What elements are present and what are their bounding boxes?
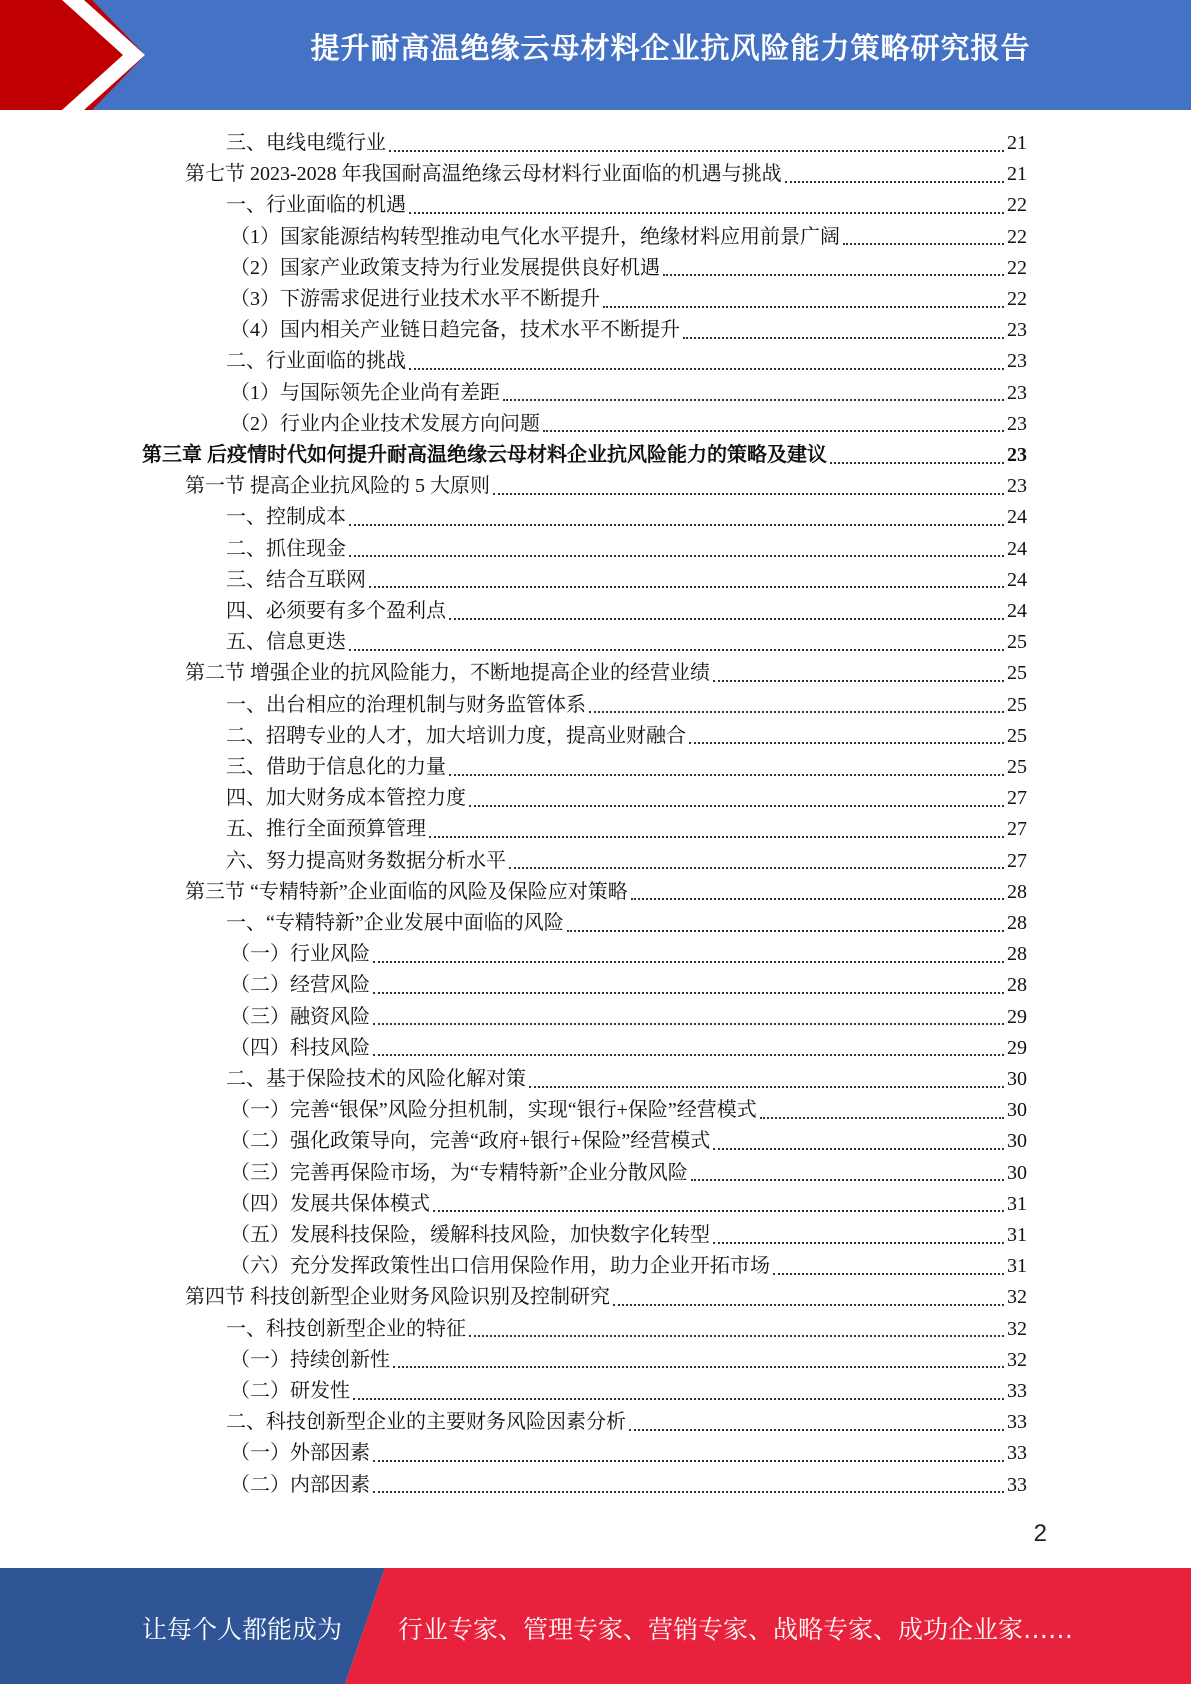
toc-entry[interactable] xyxy=(185,658,1027,689)
toc-entry-page: 23 xyxy=(1007,381,1027,404)
toc-dot-leader xyxy=(369,586,1004,588)
toc-entry-title: 三、借助于信息化的力量 xyxy=(226,756,446,778)
toc-entry-title: 一、控制成本 xyxy=(226,506,346,529)
toc-dot-leader xyxy=(349,555,1004,557)
toc-entry-page: 33 xyxy=(1007,1473,1027,1496)
toc-entry-title: 三、电线电缆行业 xyxy=(226,132,386,154)
toc-dot-leader xyxy=(773,1273,1004,1275)
toc-dot-leader xyxy=(349,524,1004,526)
toc-dot-leader xyxy=(713,1242,1004,1244)
toc-dot-leader xyxy=(785,181,1004,183)
toc-entry-title: （一）完善“银保”风险分担机制，实现“银行+保险”经营模式 xyxy=(230,1099,757,1122)
toc-dot-leader xyxy=(760,1117,1004,1119)
toc-entry-title: 一、科技创新型企业的特征 xyxy=(226,1317,466,1340)
toc-entry[interactable] xyxy=(230,970,1027,1001)
toc-entry[interactable] xyxy=(230,1470,1027,1501)
toc-entry-title: （六）充分发挥政策性出口信用保险作用，助力企业开拓市场 xyxy=(230,1255,770,1278)
toc-dot-leader xyxy=(493,493,1004,495)
toc-dot-leader xyxy=(631,898,1004,900)
toc-entry[interactable] xyxy=(230,939,1027,970)
toc-dot-leader xyxy=(567,930,1004,932)
toc-dot-leader xyxy=(613,1304,1004,1306)
header-arrow-decoration xyxy=(0,0,160,110)
toc-entry-page: 22 xyxy=(1007,256,1027,279)
toc-dot-leader xyxy=(349,649,1004,651)
toc-entry-page: 21 xyxy=(1007,163,1027,186)
toc-entry-page: 28 xyxy=(1007,974,1027,997)
toc-entry-title: （一）行业风险 xyxy=(230,943,370,966)
toc-entry[interactable] xyxy=(185,471,1027,502)
toc-dot-leader xyxy=(449,618,1004,620)
toc-entry-page: 25 xyxy=(1007,631,1027,654)
toc-entry[interactable] xyxy=(226,752,1027,783)
toc-entry-title: （五）发展科技保险，缓解科技风险，加快数字化转型 xyxy=(230,1224,710,1246)
toc-dot-leader xyxy=(373,1023,1004,1025)
toc-entry[interactable] xyxy=(230,409,1027,440)
toc-entry-title: 第七节 2023-2028 年我国耐高温绝缘云母材料行业面临的机遇与挑战 xyxy=(185,163,782,186)
toc-dot-leader xyxy=(373,1491,1004,1493)
toc-dot-leader xyxy=(373,961,1004,963)
toc-dot-leader xyxy=(689,742,1004,744)
toc-entry-page: 21 xyxy=(1007,132,1027,154)
toc-entry[interactable] xyxy=(230,1189,1027,1220)
toc-dot-leader xyxy=(409,212,1004,214)
toc-dot-leader xyxy=(830,462,1004,464)
toc-entry-page: 29 xyxy=(1007,1005,1027,1028)
toc-entry[interactable] xyxy=(230,1438,1027,1469)
toc-entry[interactable] xyxy=(230,1158,1027,1189)
toc-dot-leader xyxy=(509,867,1004,869)
toc-entry-page: 30 xyxy=(1007,1130,1027,1153)
toc-dot-leader xyxy=(713,1148,1004,1150)
toc-entry-title: 二、科技创新型企业的主要财务风险因素分析 xyxy=(226,1411,626,1434)
toc-entry-title: （4）国内相关产业链日趋完备，技术水平不断提升 xyxy=(230,319,680,342)
toc-entry-title: （2）行业内企业技术发展方向问题 xyxy=(230,412,540,435)
toc-entry[interactable] xyxy=(226,346,1027,377)
toc-entry-page: 28 xyxy=(1007,912,1027,934)
toc-entry-title: 四、必须要有多个盈利点 xyxy=(226,600,446,622)
toc-entry-page: 33 xyxy=(1007,1411,1027,1434)
toc-dot-leader xyxy=(433,1210,1004,1212)
toc-entry-page: 24 xyxy=(1007,506,1027,529)
toc-entry[interactable] xyxy=(230,1002,1027,1033)
toc-entry[interactable] xyxy=(230,1251,1027,1282)
toc-entry-title: 二、行业面临的挑战 xyxy=(226,350,406,373)
toc-entry-title: 第三节 “专精特新”企业面临的风险及保险应对策略 xyxy=(185,880,628,903)
toc-entry[interactable] xyxy=(142,440,1027,471)
toc-entry-page: 32 xyxy=(1007,1348,1027,1371)
toc-entry-title: 一、“专精特新”企业发展中面临的风险 xyxy=(226,912,564,934)
toc-entry-page: 30 xyxy=(1007,1099,1027,1122)
toc-entry-page: 22 xyxy=(1007,288,1027,310)
toc-entry[interactable] xyxy=(226,596,1027,627)
toc-dot-leader xyxy=(469,1335,1004,1337)
toc-dot-leader xyxy=(449,774,1004,776)
toc-dot-leader xyxy=(429,836,1004,838)
toc-entry[interactable] xyxy=(226,565,1027,596)
toc-entry-title: 第三章 后疫情时代如何提升耐高温绝缘云母材料企业抗风险能力的策略及建议 xyxy=(142,444,827,466)
toc-entry[interactable] xyxy=(185,877,1027,908)
toc-dot-leader xyxy=(469,805,1004,807)
toc-entry-page: 25 xyxy=(1007,756,1027,778)
toc-entry-title: （1）与国际领先企业尚有差距 xyxy=(230,381,500,404)
toc-dot-leader xyxy=(503,399,1004,401)
toc-entry-page: 30 xyxy=(1007,1068,1027,1090)
toc-entry-page: 33 xyxy=(1007,1442,1027,1465)
toc-entry-title: 四、加大财务成本管控力度 xyxy=(226,787,466,810)
toc-entry-title: 五、推行全面预算管理 xyxy=(226,818,426,841)
toc-entry[interactable] xyxy=(226,721,1027,752)
toc-entry-page: 30 xyxy=(1007,1161,1027,1184)
toc-entry-page: 23 xyxy=(1007,412,1027,435)
toc-entry-page: 31 xyxy=(1007,1192,1027,1215)
page-header xyxy=(0,0,1191,110)
toc-entry[interactable] xyxy=(185,159,1027,190)
toc-entry-title: 二、基于保险技术的风险化解对策 xyxy=(226,1068,526,1090)
toc-entry-title: （二）研发性 xyxy=(230,1380,350,1402)
toc-entry-title: 一、出台相应的治理机制与财务监管体系 xyxy=(226,693,586,716)
toc-entry[interactable] xyxy=(226,908,1027,939)
toc-entry[interactable] xyxy=(226,128,1027,159)
toc-entry[interactable] xyxy=(230,378,1027,409)
toc-dot-leader xyxy=(373,1460,1004,1462)
toc-entry[interactable] xyxy=(226,1064,1027,1095)
page-footer xyxy=(0,1568,1191,1684)
toc-entry-title: （三）完善再保险市场，为“专精特新”企业分散风险 xyxy=(230,1161,688,1184)
toc-entry-title: （一）外部因素 xyxy=(230,1442,370,1465)
toc-entry[interactable] xyxy=(230,1033,1027,1064)
toc-entry[interactable] xyxy=(230,1220,1027,1251)
toc-dot-leader xyxy=(529,1086,1004,1088)
toc-dot-leader xyxy=(373,1054,1004,1056)
toc-entry[interactable] xyxy=(230,1345,1027,1376)
toc-entry-page: 23 xyxy=(1007,444,1027,466)
toc-entry[interactable] xyxy=(226,690,1027,721)
toc-dot-leader xyxy=(409,368,1004,370)
toc-entry[interactable] xyxy=(226,534,1027,565)
toc-entry-page: 25 xyxy=(1007,724,1027,747)
toc-entry[interactable] xyxy=(230,1095,1027,1126)
report-title: 提升耐高温绝缘云母材料企业抗风险能力策略研究报告 xyxy=(310,31,1031,65)
toc-dot-leader xyxy=(589,711,1004,713)
toc-entry[interactable] xyxy=(230,284,1027,315)
toc-entry-title: （二）强化政策导向，完善“政府+银行+保险”经营模式 xyxy=(230,1130,711,1153)
toc-entry-title: （二）经营风险 xyxy=(230,974,370,997)
toc-entry-page: 27 xyxy=(1007,818,1027,841)
toc-entry-title: （四）发展共保体模式 xyxy=(230,1192,430,1215)
toc-entry-page: 31 xyxy=(1007,1255,1027,1278)
toc-entry-title: 六、努力提高财务数据分析水平 xyxy=(226,849,506,872)
toc-dot-leader xyxy=(389,150,1004,152)
toc-entry[interactable] xyxy=(230,315,1027,346)
toc-entry-title: 三、结合互联网 xyxy=(226,568,366,591)
toc-dot-leader xyxy=(683,337,1004,339)
toc-entry[interactable] xyxy=(226,502,1027,533)
toc-entry[interactable] xyxy=(226,1314,1027,1345)
toc-entry-page: 24 xyxy=(1007,600,1027,622)
toc-entry[interactable] xyxy=(226,190,1027,221)
toc-entry-title: 一、行业面临的机遇 xyxy=(226,194,406,217)
toc-entry-title: 第二节 增强企业的抗风险能力，不断地提高企业的经营业绩 xyxy=(185,662,710,685)
toc-entry-page: 24 xyxy=(1007,537,1027,560)
toc-entry[interactable] xyxy=(230,222,1027,253)
footer-slogan-left: 让每个人都能成为 xyxy=(142,1615,343,1644)
toc-entry[interactable] xyxy=(226,627,1027,658)
toc-entry-title: 二、招聘专业的人才，加大培训力度，提高业财融合 xyxy=(226,724,686,747)
toc-entry-page: 28 xyxy=(1007,943,1027,966)
toc-entry-page: 27 xyxy=(1007,787,1027,810)
toc-entry-title: 二、抓住现金 xyxy=(226,537,346,560)
toc-entry[interactable] xyxy=(230,1376,1027,1407)
toc-entry-page: 27 xyxy=(1007,849,1027,872)
toc-dot-leader xyxy=(373,992,1004,994)
footer-slogan-right: 行业专家、管理专家、营销专家、战略专家、成功企业家…… xyxy=(398,1615,1074,1644)
toc-dot-leader xyxy=(603,306,1004,308)
toc-entry[interactable] xyxy=(230,1126,1027,1157)
toc-entry-page: 32 xyxy=(1007,1286,1027,1309)
toc-entry[interactable] xyxy=(226,846,1027,877)
page-number: 2 xyxy=(1033,1520,1047,1547)
toc-entry-page: 22 xyxy=(1007,194,1027,217)
toc-entry-page: 28 xyxy=(1007,880,1027,903)
toc-dot-leader xyxy=(691,1179,1004,1181)
toc-dot-leader xyxy=(393,1366,1004,1368)
toc-entry-title: 第一节 提高企业抗风险的 5 大原则 xyxy=(185,475,490,498)
toc-entry[interactable] xyxy=(226,1407,1027,1438)
toc-entry-title: （1）国家能源结构转型推动电气化水平提升，绝缘材料应用前景广阔 xyxy=(230,225,840,248)
toc-entry-page: 23 xyxy=(1007,475,1027,498)
toc-entry-page: 25 xyxy=(1007,693,1027,716)
toc-entry[interactable] xyxy=(226,783,1027,814)
toc-entry[interactable] xyxy=(226,814,1027,845)
toc-entry-page: 23 xyxy=(1007,319,1027,342)
toc-entry-title: （3）下游需求促进行业技术水平不断提升 xyxy=(230,288,600,310)
toc-entry-page: 24 xyxy=(1007,568,1027,591)
toc-entry-title: （三）融资风险 xyxy=(230,1005,370,1028)
toc-entry[interactable] xyxy=(230,253,1027,284)
toc-entry-page: 31 xyxy=(1007,1224,1027,1246)
toc-entry-page: 29 xyxy=(1007,1036,1027,1059)
toc-dot-leader xyxy=(543,430,1004,432)
toc-dot-leader xyxy=(843,243,1004,245)
toc-entry-title: 第四节 科技创新型企业财务风险识别及控制研究 xyxy=(185,1286,610,1309)
toc-dot-leader xyxy=(629,1429,1004,1431)
toc-entry[interactable] xyxy=(185,1282,1027,1313)
toc-dot-leader xyxy=(713,680,1004,682)
toc-dot-leader xyxy=(353,1398,1004,1400)
toc-entry-page: 32 xyxy=(1007,1317,1027,1340)
toc-entry-page: 33 xyxy=(1007,1380,1027,1402)
toc-entry-title: 五、信息更迭 xyxy=(226,631,346,654)
toc-dot-leader xyxy=(663,274,1004,276)
toc-entry-page: 22 xyxy=(1007,225,1027,248)
toc-entry-page: 23 xyxy=(1007,350,1027,373)
toc-entry-title: （2）国家产业政策支持为行业发展提供良好机遇 xyxy=(230,256,660,279)
toc-entry-page: 25 xyxy=(1007,662,1027,685)
toc-entry-title: （一）持续创新性 xyxy=(230,1348,390,1371)
toc-entry-title: （二）内部因素 xyxy=(230,1473,370,1496)
toc-entry-title: （四）科技风险 xyxy=(230,1036,370,1059)
